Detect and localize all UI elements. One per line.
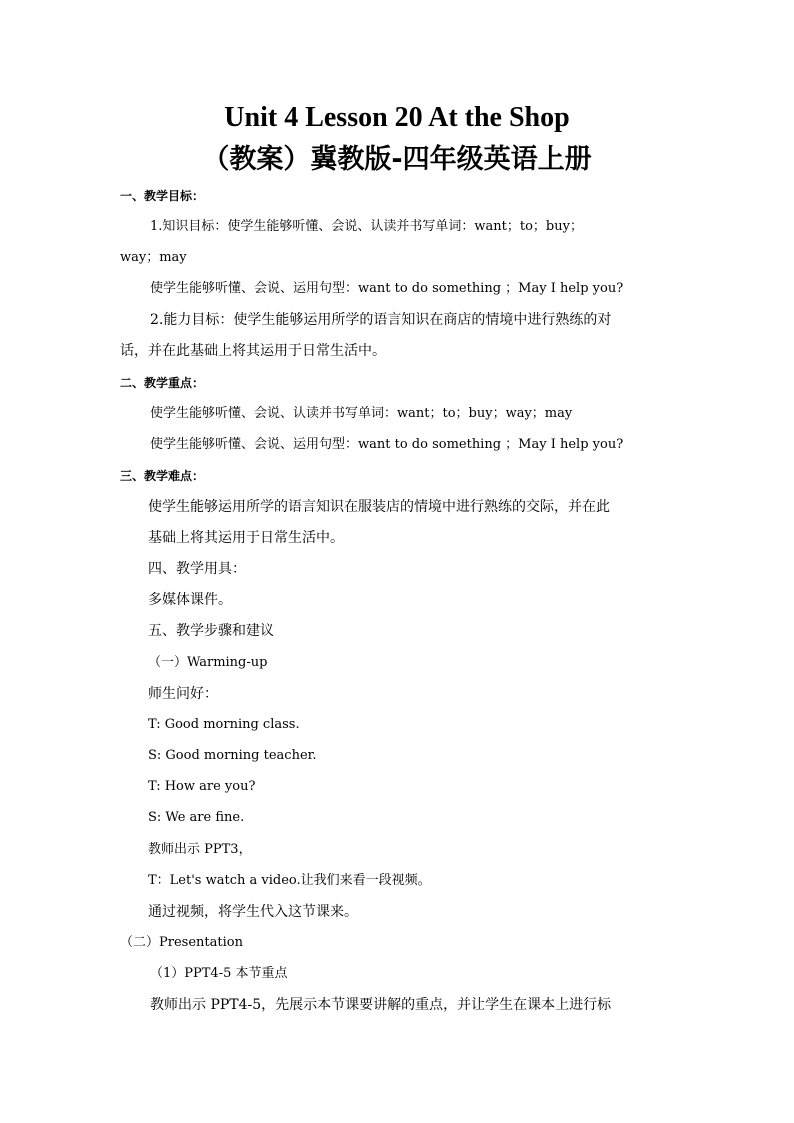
paragraph-line: 1.知识目标：使学生能够听懂、会说、认读并书写单词：want；to；buy； [150, 219, 583, 234]
section-heading-tools: 四、教学用具： [148, 561, 246, 577]
section-heading-objectives: 一、教学目标： [120, 189, 205, 203]
section-heading-steps: 五、教学步骤和建议 [148, 623, 274, 639]
paragraph-line: 师生问好： [148, 686, 218, 702]
paragraph-line: way；may [120, 250, 187, 265]
paragraph-line: 2.能力目标：使学生能够运用所学的语言知识在商店的情境中进行熟练的对 [150, 312, 612, 328]
subsection-heading-warming-up: （一）Warming-up [148, 655, 268, 670]
paragraph-line: （1）PPT4-5 本节重点 [150, 966, 288, 981]
dialogue-line: S: We are fine. [148, 810, 245, 825]
dialogue-line: T: How are you? [148, 779, 256, 794]
paragraph-line: 使学生能够听懂、会说、运用句型：want to do something ；May I help you? [150, 437, 624, 452]
document-title-english: Unit 4 Lesson 20 At the Shop [224, 102, 570, 133]
paragraph-line: 使学生能够听懂、会说、认读并书写单词：want；to；buy；way；may [150, 406, 573, 421]
document-title-chinese: （教案）冀教版-四年级英语上册 [202, 144, 592, 175]
paragraph-line: 教师出示 PPT3， [148, 842, 252, 857]
section-heading-difficulties: 三、教学难点： [120, 469, 205, 483]
dialogue-line: T：Let's watch a video.让我们来看一段视频。 [148, 873, 431, 888]
paragraph-line: 使学生能够听懂、会说、运用句型：want to do something ；May I help you? [150, 281, 624, 296]
dialogue-line: S: Good morning teacher. [148, 748, 317, 763]
paragraph-line: 通过视频，将学生代入这节课来。 [148, 904, 358, 920]
paragraph-line: 教师出示 PPT4-5，先展示本节课要讲解的重点，并让学生在课本上进行标 [150, 997, 612, 1013]
subsection-heading-presentation: （二）Presentation [120, 935, 243, 950]
section-heading-key-points: 二、教学重点： [120, 376, 205, 390]
paragraph-line: 多媒体课件。 [148, 592, 232, 608]
paragraph-line: 话，并在此基础上将其运用于日常生活中。 [120, 343, 386, 359]
paragraph-line: 使学生能够运用所学的语言知识在服装店的情境中进行熟练的交际，并在此 [148, 499, 610, 515]
dialogue-line: T: Good morning class. [148, 717, 300, 732]
paragraph-line: 基础上将其运用于日常生活中。 [148, 530, 344, 546]
